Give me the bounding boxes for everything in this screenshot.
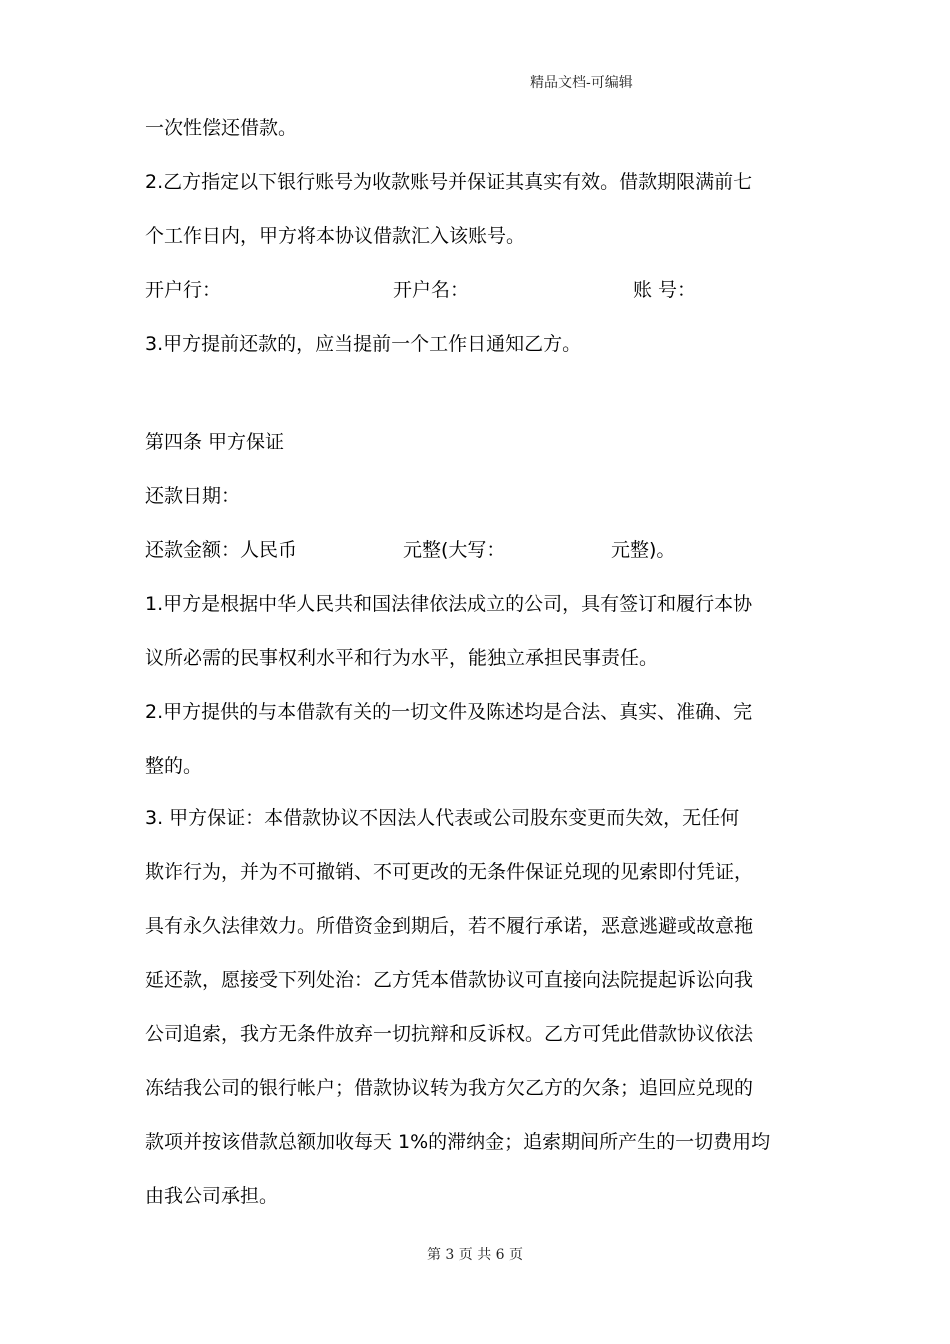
paragraph-line: 3. 甲方保证：本借款协议不因法人代表或公司股东变更而失效，无任何 (145, 807, 740, 829)
section-heading: 第四条 甲方保证 (145, 431, 285, 453)
paragraph-line: 个工作日内，甲方将本协议借款汇入该账号。 (145, 225, 526, 247)
repayment-date-label: 还款日期： (145, 485, 241, 507)
paragraph-line: 欺诈行为，并为不可撤销、不可更改的无条件保证兑现的见索即付凭证， (145, 861, 754, 883)
bank-info-line (145, 278, 697, 302)
paragraph-line: 公司追索，我方无条件放弃一切抗辩和反诉权。乙方可凭此借款协议依法 (145, 1023, 754, 1045)
paragraph-line: 冻结我公司的银行帐户；借款协议转为我方欠乙方的欠条；追回应兑现的 (145, 1077, 754, 1099)
paragraph-line: 延还款，愿接受下列处治：乙方凭本借款协议可直接向法院提起诉讼向我 (145, 969, 754, 991)
paragraph-line: 2.甲方提供的与本借款有关的一切文件及陈述均是合法、真实、准确、完 (145, 701, 753, 723)
amount-label: 还款金额：人民币 (145, 539, 298, 561)
paragraph-line: 款项并按该借款总额加收每天 1%的滞纳金；追索期间所产生的一切费用均 (145, 1131, 771, 1153)
repayment-amount-line (145, 538, 676, 562)
amount-uppercase-label: 元整(大写： (403, 539, 506, 561)
paragraph-line: 2.乙方指定以下银行账号为收款账号并保证其真实有效。借款期限满前七 (145, 171, 753, 193)
paragraph-line: 3.甲方提前还款的，应当提前一个工作日通知乙方。 (145, 333, 582, 355)
paragraph-line: 由我公司承担。 (145, 1185, 279, 1207)
paragraph-line: 一次性偿还借款。 (145, 117, 298, 139)
paragraph-line: 1.甲方是根据中华人民共和国法律依法成立的公司，具有签订和履行本协 (145, 593, 753, 615)
paragraph-line: 议所必需的民事权利水平和行为水平，能独立承担民事责任。 (145, 647, 659, 669)
page-footer: 第 3 页 共 6 页 (426, 1247, 524, 1263)
bank-label: 开户行： (145, 279, 222, 301)
page-header: 精品文档-可编辑 (530, 75, 633, 91)
amount-end-label: 元整)。 (611, 539, 676, 561)
paragraph-line: 整的。 (145, 755, 203, 777)
paragraph-line: 具有永久法律效力。所借资金到期后，若不履行承诺，恶意逃避或故意拖 (145, 915, 754, 937)
account-name-label: 开户名： (393, 279, 470, 301)
account-number-label: 账 号： (633, 279, 697, 301)
